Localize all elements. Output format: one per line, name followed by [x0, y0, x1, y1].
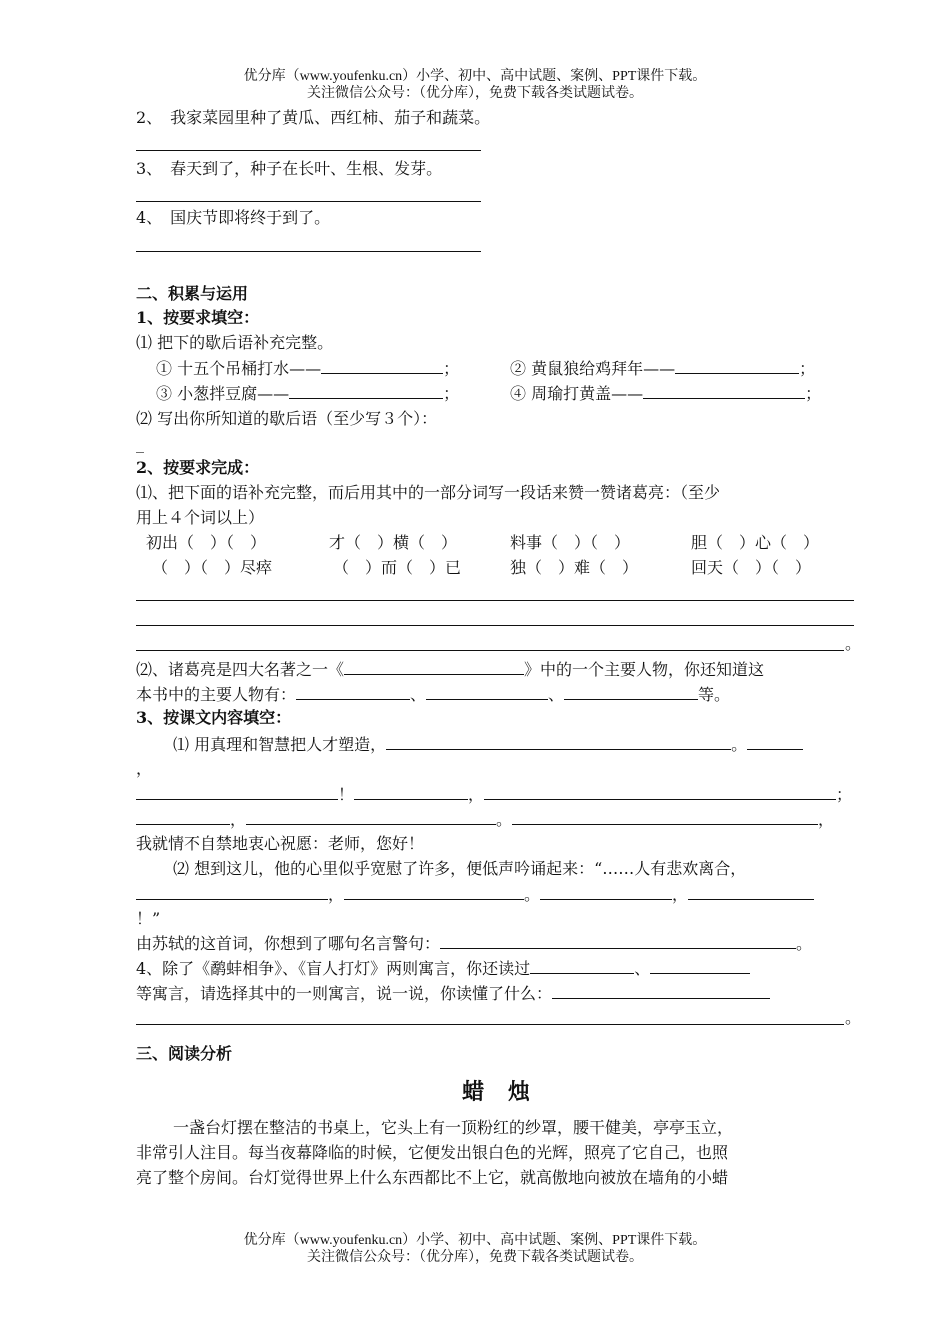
idiom: （ ）而（ ）已	[333, 558, 462, 577]
reading-paragraph-line-3: 亮了整个房间。台灯觉得世界上什么东西都比不上它，就高傲地向被放在墙角的小蜡	[136, 1168, 729, 1187]
sub3-q2: ⑵ 想到这儿，他的心里似乎宽慰了许多，便低声吟诵起来：“……人有悲欢离合，	[173, 859, 747, 878]
blank-poem-2[interactable]	[747, 732, 803, 750]
quote-end: ！”	[136, 909, 161, 928]
reading-paragraph-line-1: 一盏台灯摆在整洁的书桌上，它头上有一顶粉红的纱罩，腰干健美，亭亭玉立，	[173, 1118, 734, 1137]
writing-line-1[interactable]	[136, 600, 854, 601]
idiom: 初出（ ）（ ）	[146, 533, 267, 552]
blank-xhy2[interactable]	[675, 356, 799, 374]
blank-character-3[interactable]	[564, 682, 698, 700]
sub3-q1-line4: ， 。 ，	[136, 807, 834, 832]
sub-heading-3: 3、按课文内容填空：	[136, 708, 292, 727]
blank-poem-1[interactable]	[386, 732, 731, 750]
blank-xhy4[interactable]	[643, 381, 805, 399]
blank-book-title[interactable]	[344, 657, 524, 675]
sub3-q2-line2: ， 。 ，	[136, 882, 814, 907]
question-2: 2、 我家菜园里种了黄瓜、西红柿、茄子和蔬菜。	[136, 108, 491, 127]
q2-answer-blank[interactable]: _	[136, 434, 144, 453]
idiom: （ ）（ ）尽瘁	[152, 558, 273, 577]
header-line-2: 关注微信公众号：（优分库），免费下载各类试题试卷。	[307, 86, 643, 101]
writing-period: 。	[845, 634, 862, 653]
footer-line-1: 优分库（www.youfenku.cn）小学、初中、高中试题、案例、PPT课件下载。	[243, 1233, 707, 1248]
blank-poem-8[interactable]	[512, 807, 818, 825]
writing-line-2[interactable]	[136, 625, 854, 626]
blank-poem-7[interactable]	[246, 807, 496, 825]
idiom: 胆（ ）心（ ）	[691, 533, 820, 552]
blank-fable-1[interactable]	[530, 956, 634, 974]
header-line-1: 优分库（www.youfenku.cn）小学、初中、高中试题、案例、PPT课件下载。	[243, 69, 707, 84]
idiom: 料事（ ）（ ）	[510, 533, 631, 552]
blank-fable-2[interactable]	[650, 956, 750, 974]
sub3-q2-line3: 由苏轼的这首词，你想到了哪句名言警句： 。	[136, 931, 812, 956]
sub2-q1-line1: ⑴、把下面的语补充完整，而后用其中的一部分词写一段话来赞一赞诸葛亮：（至少	[136, 483, 721, 502]
xiehouyu-1: ① 十五个吊桶打水—— ；	[156, 356, 459, 381]
sub-heading-2: 2、按要求完成：	[136, 458, 260, 477]
blank-ci-2[interactable]	[344, 882, 524, 900]
footer-line-2: 关注微信公众号：（优分库），免费下载各类试题试卷。	[307, 1250, 643, 1265]
fable-period: 。	[845, 1008, 862, 1027]
blank-poem-5[interactable]	[484, 782, 836, 800]
reading-title: 蜡 烛	[462, 1079, 538, 1105]
sub2-q1-line2: 用上４个词以上）	[136, 508, 265, 527]
answer-line-q3[interactable]	[136, 201, 481, 202]
sub4-line2: 等寓言，请选择其中的一则寓言，说一说，你读懂了什么：	[136, 981, 770, 1006]
xiehouyu-3: ③ 小葱拌豆腐—— ；	[156, 381, 459, 406]
section-2-heading: 二、积累与运用	[136, 284, 249, 303]
question-4: 4、 国庆节即将终于到了。	[136, 208, 331, 227]
answer-line-q4[interactable]	[136, 251, 481, 252]
blank-character-2[interactable]	[426, 682, 548, 700]
reading-paragraph-line-2: 非常引人注目。每当夜幕降临的时候，它便发出银白色的光辉，照亮了它自己，也照	[136, 1143, 729, 1162]
blank-ci-4[interactable]	[688, 882, 814, 900]
blank-motto[interactable]	[440, 931, 796, 949]
xiehouyu-2: ② 黄鼠狼给鸡拜年—— ；	[510, 356, 815, 381]
sub3-q1-comma: ，	[136, 759, 153, 778]
sub-heading-1: 1、按要求填空：	[136, 308, 260, 327]
blank-poem-4[interactable]	[354, 782, 468, 800]
sub2-q2-line1: ⑵、诸葛亮是四大名著之一《 》中的一个主要人物，你还知道这	[136, 657, 764, 682]
question-3: 3、 春天到了，种子在长叶、生根、发芽。	[136, 159, 443, 178]
blank-poem-6[interactable]	[136, 807, 230, 825]
sub2-q2-line2: 本书中的主要人物有： 、 、 等。	[136, 682, 730, 707]
sub3-q1: ⑴ 用真理和智慧把人才塑造， 。	[173, 732, 803, 757]
sub3-q1-end: 我就情不自禁地衷心祝愿：老师，您好！	[136, 834, 425, 853]
blank-xhy1[interactable]	[321, 356, 443, 374]
blank-xhy3[interactable]	[289, 381, 443, 399]
sub3-q1-line3: ！ ， ；	[136, 782, 852, 807]
blank-ci-3[interactable]	[540, 882, 672, 900]
writing-line-3[interactable]	[136, 650, 844, 651]
idiom: 回天（ ）（ ）	[691, 558, 812, 577]
q1-intro: ⑴ 把下的歇后语补充完整。	[136, 333, 334, 352]
sub4-line1: 4、除了《鹬蚌相争》、《盲人打灯》两则寓言，你还读过 、	[136, 956, 750, 981]
idiom: 独（ ）难（ ）	[510, 558, 639, 577]
fable-writing-line[interactable]	[136, 1024, 844, 1025]
q2-intro: ⑵ 写出你所知道的歇后语（至少写３个）：	[136, 409, 438, 428]
answer-line-q2[interactable]	[136, 150, 481, 151]
section-3-heading: 三、阅读分析	[136, 1044, 233, 1063]
xiehouyu-4: ④ 周瑜打黄盖—— ；	[510, 381, 821, 406]
blank-poem-3[interactable]	[136, 782, 338, 800]
blank-fable-meaning[interactable]	[552, 981, 770, 999]
idiom: 才（ ）横（ ）	[329, 533, 458, 552]
blank-ci-1[interactable]	[136, 882, 328, 900]
blank-character-1[interactable]	[296, 682, 410, 700]
